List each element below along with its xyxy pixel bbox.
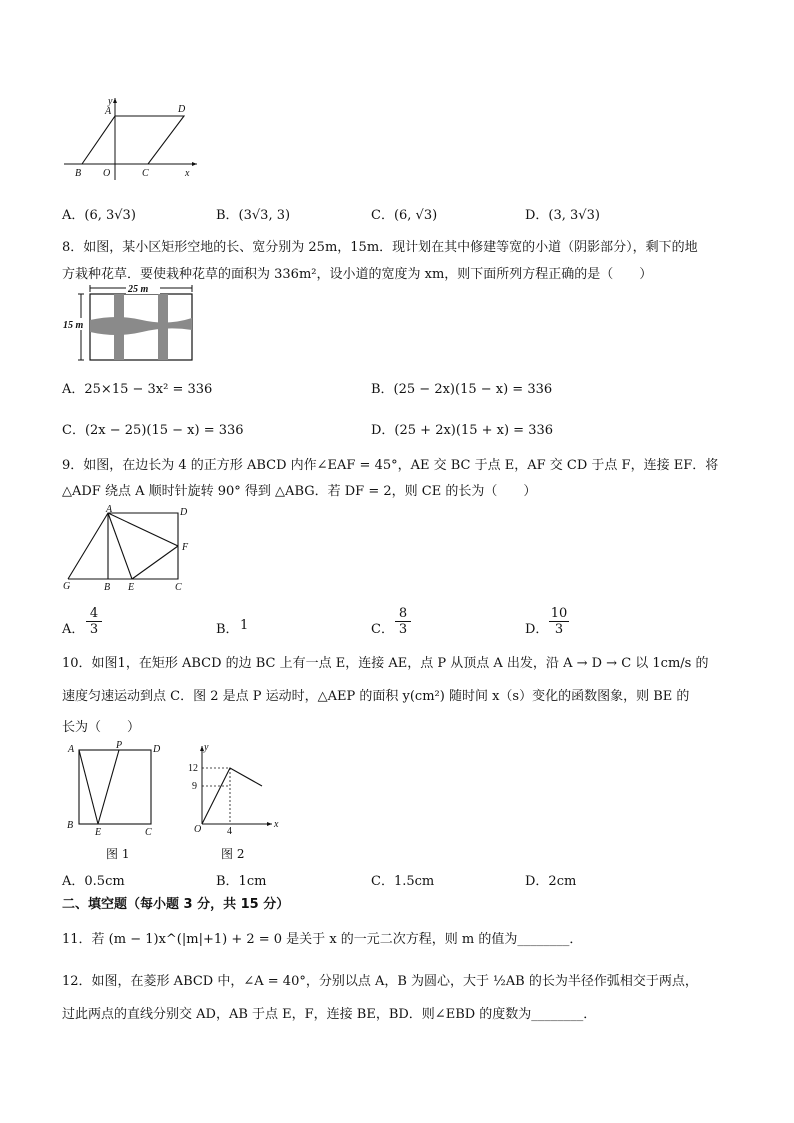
q10-option-c: C．1.5cm	[371, 874, 435, 889]
q9-text-line1: 9．如图，在边长为 4 的正方形 ABCD 内作∠EAF = 45°，AE 交 BC 于点 E，AF 交 CD 于点 F，连接 EF．将	[62, 458, 719, 473]
q12-text-line2: 过此两点的直线分别交 AD，AB 于点 E，F，连接 BE，BD．则∠EBD 的度数为________．	[62, 1007, 597, 1022]
q9-figure	[62, 503, 202, 595]
label-D: D	[178, 104, 186, 115]
q8-option-a: A．25×15 − 3x² = 336	[62, 382, 213, 397]
q8-text-line2: 方栽种花草．要使栽种花草的面积为 336m²，设小道的宽度为 xm，则下面所列方程正确的是（ ）	[62, 267, 653, 282]
q10-option-b: B．1cm	[216, 874, 267, 889]
label-C: C	[142, 168, 149, 179]
vertical-path-1	[114, 294, 124, 360]
label-D: D	[180, 507, 188, 518]
figure-2-caption: 图 2	[221, 847, 245, 861]
fraction-denominator: 3	[89, 622, 99, 637]
tick-12: 12	[188, 763, 198, 774]
section-2-title: 二、填空题（每小题 3 分，共 15 分）	[62, 897, 290, 912]
q7-figure	[62, 92, 202, 182]
q7-option-d: D．(3, 3√3)	[525, 208, 600, 223]
label-C: C	[175, 582, 182, 593]
q10-option-a: A．0.5cm	[62, 874, 125, 889]
q10-text-line3: 长为（ ）	[62, 720, 141, 735]
vertical-path-2	[158, 294, 168, 360]
label-G: G	[63, 581, 71, 592]
label-y: y	[204, 742, 209, 753]
label-A: A	[68, 744, 75, 755]
q8-option-d: D．(25 + 2x)(15 + x) = 336	[371, 423, 554, 438]
q10-text-line1: 10．如图1，在矩形 ABCD 的边 BC 上有一点 E，连接 AE，点 P 从顶点 A 出发，沿 A → D → C 以 1cm/s 的	[62, 656, 709, 671]
figure-1-caption: 图 1	[106, 847, 130, 861]
label-O: O	[103, 168, 111, 179]
q10-option-d: D．2cm	[525, 874, 577, 889]
label-A: A	[106, 504, 113, 515]
tick-9: 9	[192, 781, 197, 792]
q10-figure-2	[186, 738, 286, 838]
label-B: B	[104, 582, 111, 593]
label-y: y	[108, 96, 113, 107]
label-P: P	[116, 740, 123, 751]
label-A: A	[105, 106, 112, 117]
q8-figure	[62, 284, 202, 364]
option-letter: C．	[371, 622, 394, 637]
option-letter: A．	[62, 622, 85, 637]
label-D: D	[153, 744, 161, 755]
q10-text-line2: 速度匀速运动到点 C．图 2 是点 P 运动时，△AEP 的面积 y(cm²) 随时间 x（s）变化的函数图象，则 BE 的	[62, 689, 690, 704]
label-C: C	[145, 827, 152, 838]
q7-option-b: B．(3√3, 3)	[216, 208, 291, 223]
width-label: 15 m	[63, 320, 84, 331]
fraction-numerator: 4	[86, 606, 102, 622]
option-letter: B．	[216, 622, 239, 637]
q11-text: 11．若 (m − 1)x^(|m|+1) + 2 = 0 是关于 x 的一元二次方程，则 m 的值为________．	[62, 932, 583, 947]
q9-text-line2: △ADF 绕点 A 顺时针旋转 90° 得到 △ABG．若 DF = 2，则 CE 的长为（ ）	[62, 484, 537, 499]
q8-option-b: B．(25 − 2x)(15 − x) = 336	[371, 382, 553, 397]
q7-option-a: A．(6, 3√3)	[62, 208, 136, 223]
length-label: 25 m	[128, 284, 149, 295]
label-F: F	[182, 542, 189, 553]
q8-option-c: C．(2x − 25)(15 − x) = 336	[62, 423, 244, 438]
label-E: E	[95, 827, 102, 838]
option-letter: D．	[525, 622, 549, 637]
label-E: E	[128, 582, 135, 593]
label-x: x	[185, 168, 190, 179]
option-value: 1	[240, 618, 249, 633]
tick-4: 4	[227, 826, 232, 837]
q10-figure-1	[62, 738, 162, 838]
label-B: B	[75, 168, 82, 179]
q7-option-c: C．(6, √3)	[371, 208, 438, 223]
parallelogram	[82, 116, 184, 164]
fraction-numerator: 10	[550, 606, 568, 621]
fraction-numerator: 8	[395, 606, 411, 622]
label-B: B	[67, 820, 74, 831]
label-x: x	[274, 819, 279, 830]
q8-text-line1: 8．如图，某小区矩形空地的长、宽分别为 25m，15m．现计划在其中修建等宽的小道（阴影部分），剩下的地	[62, 240, 698, 255]
label-O: O	[194, 824, 202, 835]
fraction-denominator: 3	[554, 622, 564, 637]
fraction-denominator: 3	[398, 622, 408, 637]
q12-text-line1: 12．如图，在菱形 ABCD 中，∠A = 40°，分别以点 A，B 为圆心，大于 ½AB 的长为半径作弧相交于两点，	[62, 974, 698, 989]
